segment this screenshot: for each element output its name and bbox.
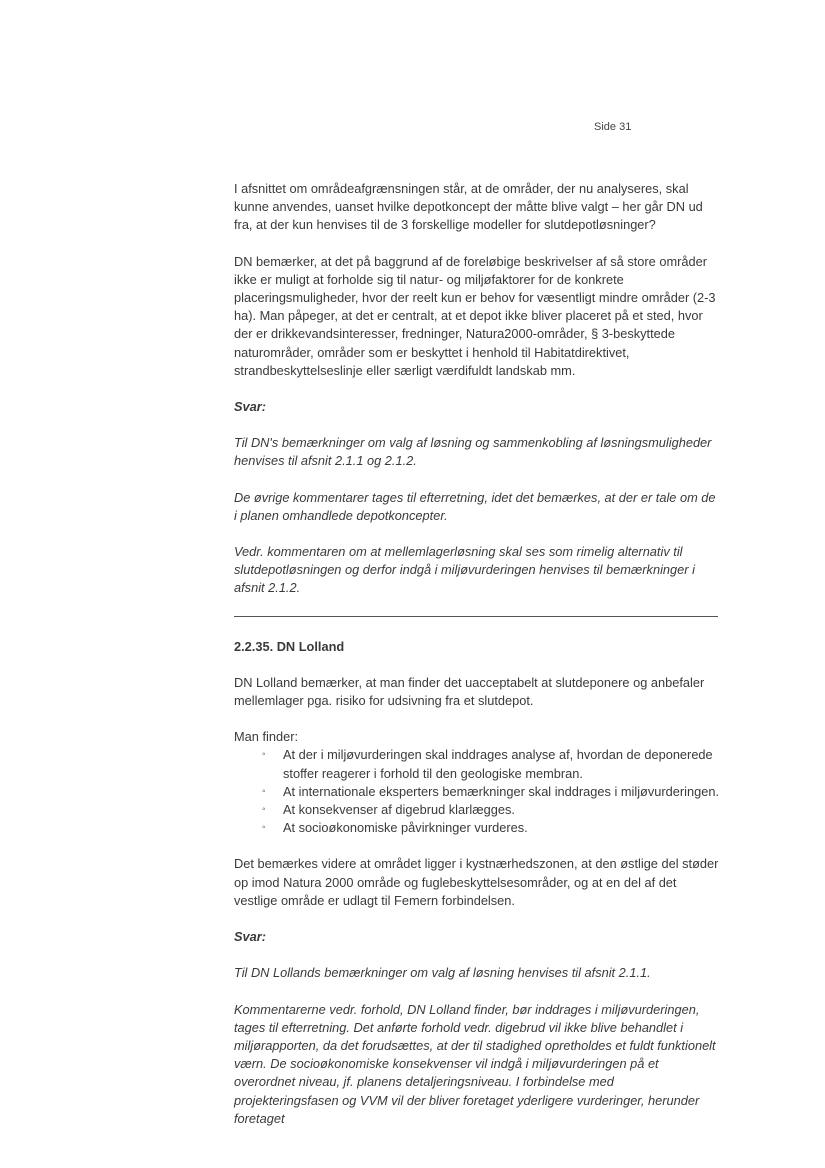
list-item: ◦ At socioøkonomiske påvirkninger vurderes. [283,819,720,837]
finder-list [234,746,720,837]
svar-heading: Svar: [234,399,267,415]
page-number: Side 31 [594,121,632,133]
svar-paragraph: Til DN Lollands bemærkninger om valg af løsning henvises til afsnit 2.1.1. [234,965,651,981]
section-heading: 2.2.35. DN Lolland [234,638,345,654]
svar-paragraph: Til DN's bemærkninger om valg af løsning og sammenkobling af løsningsmuligheder henvises til afsnit 2.1.1 og 2.1.2. [234,435,712,469]
list-item: ◦ At internationale eksperters bemærkninger skal inddrages i miljøvurderingen. [283,783,720,801]
section-divider [234,616,718,617]
svar-paragraph: De øvrige kommentarer tages til efterretning, idet det bemærkes, at der er tale om de i planen omhandlede depotkoncepter. [234,489,716,523]
document-body [234,180,720,1146]
paragraph-dn-bemaerker: DN bemærker, at det på baggrund af de foreløbige beskrivelser af så store områder ikke er muligt at forholde sig til natur- og miljøfaktorer for de konkrete placeringsmuligheder, hvor der reelt kun er behov for væsentligt mindre områder (2-3 ha). Man påpeger, at det er centralt, at et depot ikke bliver placeret på et sted, hvor der er drikkevandsinteresser, fredninger, Natura2000-områder, § 3-beskyttede naturområder, områder som er beskyttet i henhold til Habitatdirektivet, strandbeskyttelseslinje eller særligt værdifuldt landskab mm. [234,253,716,378]
paragraph-omraadeafgraensning: I afsnittet om områdeafgrænsningen står, at de områder, der nu analyseres, skal kunne anvendes, uanset hvilke depotkoncept der måtte blive valgt – her går DN ud fra, at der kun henvises til de 3 forskellige modeller for slutdepotløsninger? [234,181,703,233]
section-intro: DN Lolland bemærker, at man finder det uacceptabelt at slutdeponere og anbefaler mellemlager pga. risiko for udsivning fra et slutdepot. [234,674,705,709]
svar-paragraph: Vedr. kommentaren om at mellemlagerløsning skal ses som rimelig alternativ til slutdepotløsningen og derfor indgå i miljøvurderingen henvises til bemærkninger i afsnit 2.1.2. [234,544,695,596]
svar-heading: Svar: [234,929,267,945]
list-item: ◦ At konsekvenser af digebrud klarlægges. [283,801,720,819]
svar-paragraph: Kommentarerne vedr. forhold, DN Lolland finder, bør inddrages i miljøvurderingen, tages til efterretning. Det anførte forhold vedr. digebrud vil ikke blive behandlet i miljørapporten, da det forudsættes, at der til stadighed opretholdes et fuldt funktionelt værn. De socioøkonomiske konsekvenser vil indgå i miljøvurderingen på et overordnet niveau, jf. planens detaljeringsniveau. I forbindelse med projekteringsfasen og VVM vil der bliver foretaget yderligere vurderinger, herunder foretaget [234,1001,716,1126]
finder-label: Man finder: [234,729,299,745]
list-item: ◦ At der i miljøvurderingen skal inddrages analyse af, hvordan de deponerede stoffer reagerer i forhold til den geologiske membran. [283,746,720,782]
paragraph-kystnaerhed: Det bemærkes videre at området ligger i kystnærhedszonen, at den østlige del støder op imod Natura 2000 område og fuglebeskyttelsesområder, og at en del af det vestlige område er udlagt til Femern forbindelsen. [234,856,719,908]
